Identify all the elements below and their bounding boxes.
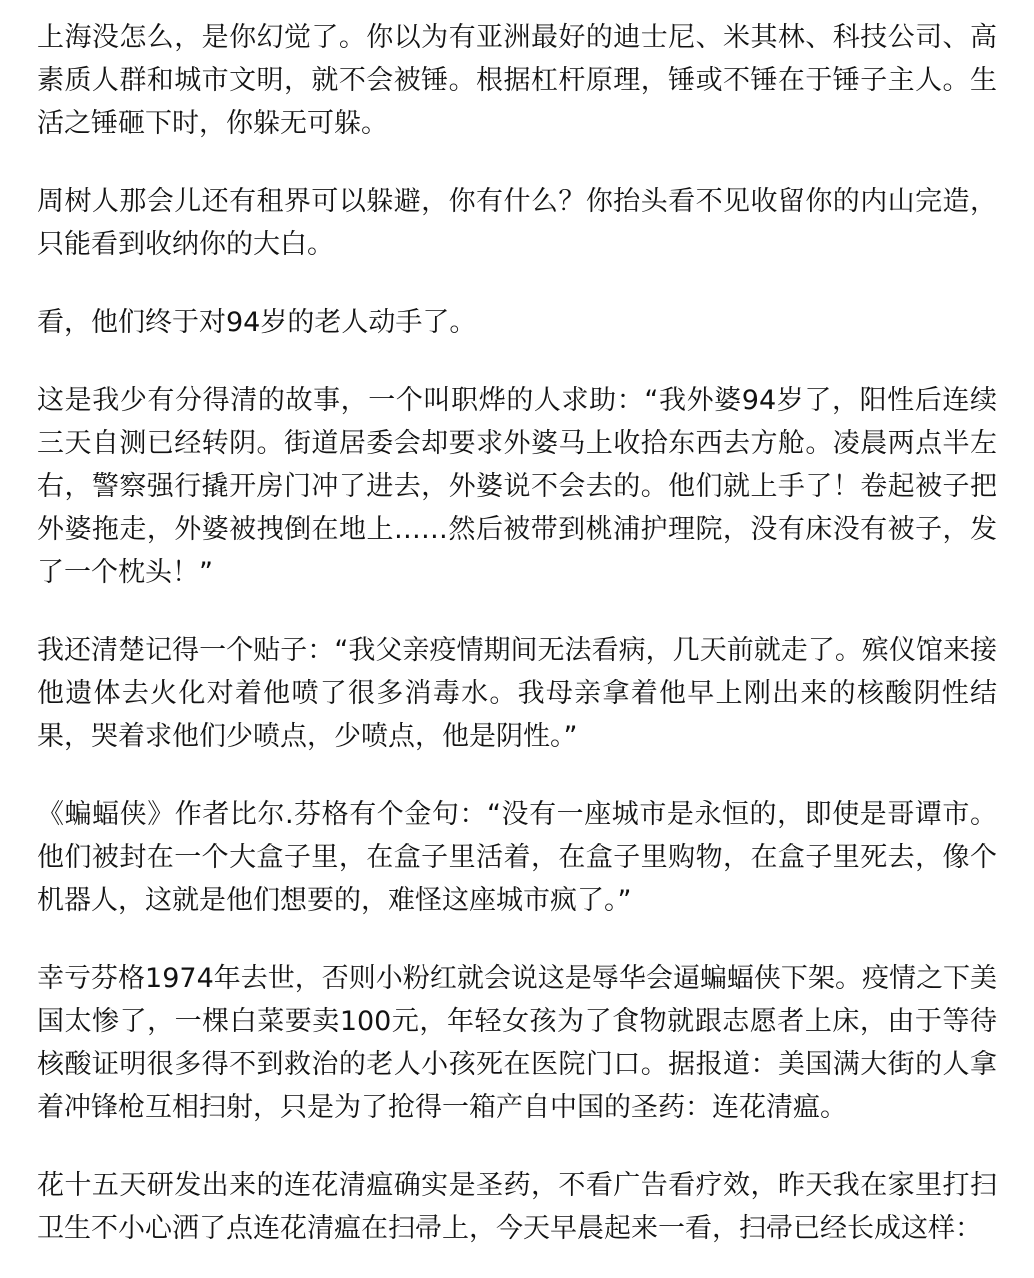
paragraph: 周树人那会儿还有租界可以躲避，你有什么？你抬头看不见收留你的内山完造，只能看到收纳你的大白。 [37, 186, 997, 260]
paragraph: 花十五天研发出来的连花清瘟确实是圣药，不看广告看疗效，昨天我在家里打扫卫生不小心洒了点连花清瘟在扫帚上，今天早晨起来一看，扫帚已经长成这样： [37, 1170, 997, 1244]
paragraph: 这是我少有分得清的故事，一个叫职烨的人求助：“我外婆94岁了，阳性后连续三天自测已经转阴。街道居委会却要求外婆马上收拾东西去方舱。凌晨两点半左右，警察强行撬开房门冲了进去，外婆说不会去的。他们就上手了！卷起被子把外婆拖走，外婆被拽倒在地上……然后被带到桃浦护理院，没有床没有被子，发了一个枕头！” [37, 385, 997, 588]
paragraph: 《蝙蝠侠》作者比尔.芬格有个金句：“没有一座城市是永恒的，即使是哥谭市。他们被封在一个大盒子里，在盒子里活着，在盒子里购物，在盒子里死去，像个机器人，这就是他们想要的，难怪这座城市疯了。” [37, 799, 997, 916]
paragraph: 幸亏芬格1974年去世，否则小粉红就会说这是辱华会逼蝙蝠侠下架。疫情之下美国太惨了，一棵白菜要卖100元，年轻女孩为了食物就跟志愿者上床，由于等待核酸证明很多得不到救治的老人小孩死在医院门口。据报道：美国满大街的人拿着冲锋枪互相扫射，只是为了抢得一箱产自中国的圣药：连花清瘟。 [37, 963, 997, 1123]
paragraph: 看，他们终于对94岁的老人动手了。 [37, 307, 477, 338]
paragraph: 上海没怎么，是你幻觉了。你以为有亚洲最好的迪士尼、米其林、科技公司、高素质人群和城市文明，就不会被锤。根据杠杆原理，锤或不锤在于锤子主人。生活之锤砸下时，你躲无可躲。 [37, 22, 997, 139]
paragraph: 我还清楚记得一个贴子：“我父亲疫情期间无法看病，几天前就走了。殡仪馆来接他遗体去火化对着他喷了很多消毒水。我母亲拿着他早上刚出来的核酸阴性结果，哭着求他们少喷点，少喷点，他是阴性。” [37, 635, 997, 752]
